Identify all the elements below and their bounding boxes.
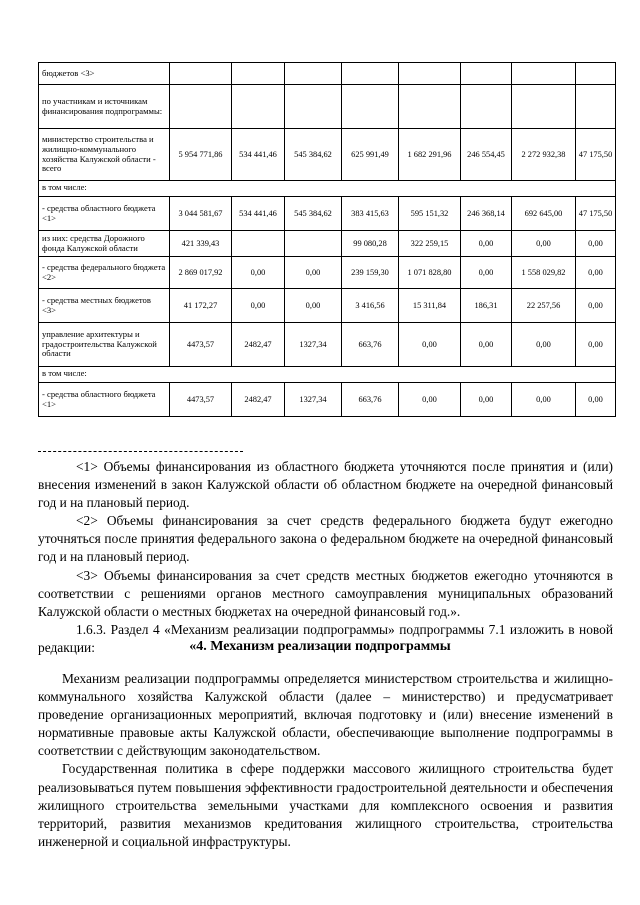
table-cell: 0,00 xyxy=(232,257,285,289)
table-cell: 1 558 029,82 xyxy=(512,257,576,289)
table-cell: 4473,57 xyxy=(170,383,232,417)
table-row xyxy=(39,85,616,129)
table-cell: 239 159,30 xyxy=(342,257,399,289)
table-cell: 663,76 xyxy=(342,383,399,417)
table-cell xyxy=(232,85,285,129)
table-cell: 383 415,63 xyxy=(342,197,399,231)
table-cell xyxy=(342,85,399,129)
table-cell: 0,00 xyxy=(461,323,512,367)
row-label: управление архитектуры и градостроительства Калужской области xyxy=(39,323,170,367)
financing-table-body xyxy=(39,63,616,417)
table-cell: 186,31 xyxy=(461,289,512,323)
table-cell: 41 172,27 xyxy=(170,289,232,323)
table-cell xyxy=(232,231,285,257)
table-cell: 0,00 xyxy=(576,323,616,367)
table-cell: 47 175,50 xyxy=(576,129,616,181)
table-cell: 534 441,46 xyxy=(232,197,285,231)
table-cell: 322 259,15 xyxy=(399,231,461,257)
table-cell: 1327,34 xyxy=(285,383,342,417)
table-row xyxy=(39,231,616,257)
table-cell xyxy=(512,85,576,129)
table-cell: 625 991,49 xyxy=(342,129,399,181)
table-cell: 2482,47 xyxy=(232,383,285,417)
table-cell: 0,00 xyxy=(576,383,616,417)
table-cell: 0,00 xyxy=(576,289,616,323)
table-cell: 246 368,14 xyxy=(461,197,512,231)
row-label: в том числе: xyxy=(39,367,616,383)
footnote-2: <2> Объемы финансирования за счет средств федерального бюджета будут ежегодно уточняться после принятия федерального закона о федеральном бюджете на очередной финансовый год и на плановый период. xyxy=(38,513,613,565)
table-cell: 534 441,46 xyxy=(232,129,285,181)
table-cell: 4473,57 xyxy=(170,323,232,367)
footnote-3: <3> Объемы финансирования за счет средств местных бюджетов ежегодно уточняются в соответствии с решениями органов местного самоуправления муниципальных образований Калужской области о местных бюджетах на очередной финансовый год.». xyxy=(38,567,613,619)
table-cell: 663,76 xyxy=(342,323,399,367)
table-row xyxy=(39,383,616,417)
table-row xyxy=(39,197,616,231)
body-paragraph-1: Механизм реализации подпрограммы определяется министерством строительства и жилищно-коммунального хозяйства Калужской области (далее – министерство) и предусматривает проведение организационных мероприятий, включая подготовку и (или) внесение изменений в нормативные правовые акты Калужской области, обеспечивающие выполнение подпрограммы в соответствии с действующим законодательством. xyxy=(38,671,613,759)
table-cell: 3 416,56 xyxy=(342,289,399,323)
table-cell xyxy=(399,85,461,129)
row-label: - средства областного бюджета <1> xyxy=(39,197,170,231)
section-heading: «4. Механизм реализации подпрограммы xyxy=(189,639,451,654)
section-body xyxy=(38,670,613,851)
table-cell: 0,00 xyxy=(399,323,461,367)
row-label: - средства федерального бюджета <2> xyxy=(39,257,170,289)
table-cell xyxy=(285,231,342,257)
table-cell: 1327,34 xyxy=(285,323,342,367)
table-cell: 692 645,00 xyxy=(512,197,576,231)
table-cell: 3 044 581,67 xyxy=(170,197,232,231)
table-cell: 22 257,56 xyxy=(512,289,576,323)
table-cell: 0,00 xyxy=(232,289,285,323)
table-cell: 0,00 xyxy=(285,257,342,289)
table-row xyxy=(39,323,616,367)
table-cell: 545 384,62 xyxy=(285,129,342,181)
table-cell: 421 339,43 xyxy=(170,231,232,257)
table-cell: 0,00 xyxy=(512,383,576,417)
table-cell xyxy=(232,63,285,85)
table-cell: 0,00 xyxy=(285,289,342,323)
row-label: министерство строительства и жилищно-коммунального хозяйства Калужской области - всего xyxy=(39,129,170,181)
table-cell: 595 151,32 xyxy=(399,197,461,231)
table-cell xyxy=(342,63,399,85)
footnote-separator xyxy=(38,451,243,452)
table-cell: 2 272 932,38 xyxy=(512,129,576,181)
row-label: в том числе: xyxy=(39,181,616,197)
table-cell xyxy=(576,63,616,85)
table-row xyxy=(39,129,616,181)
table-cell: 0,00 xyxy=(512,231,576,257)
table-row xyxy=(39,257,616,289)
table-cell: 5 954 771,86 xyxy=(170,129,232,181)
table-cell: 0,00 xyxy=(461,257,512,289)
table-cell xyxy=(399,63,461,85)
table-cell: 1 682 291,96 xyxy=(399,129,461,181)
row-label: бюджетов <3> xyxy=(39,63,170,85)
row-label: - средства областного бюджета <1> xyxy=(39,383,170,417)
table-cell: 0,00 xyxy=(576,231,616,257)
table-cell: 0,00 xyxy=(461,383,512,417)
table-cell xyxy=(461,63,512,85)
row-label: из них: средства Дорожного фонда Калужской области xyxy=(39,231,170,257)
table-row xyxy=(39,63,616,85)
table-cell xyxy=(576,85,616,129)
row-label: - средства местных бюджетов <3> xyxy=(39,289,170,323)
table-cell: 47 175,50 xyxy=(576,197,616,231)
table-cell: 15 311,84 xyxy=(399,289,461,323)
row-label: по участникам и источникам финансирования подпрограммы: xyxy=(39,85,170,129)
table-cell xyxy=(170,63,232,85)
table-cell xyxy=(285,85,342,129)
table-cell xyxy=(170,85,232,129)
table-cell: 1 071 828,80 xyxy=(399,257,461,289)
table-cell: 0,00 xyxy=(461,231,512,257)
table-cell: 545 384,62 xyxy=(285,197,342,231)
body-paragraph-2: Государственная политика в сфере поддержки массового жилищного строительства будет реализовываться путем повышения эффективности градостроительной деятельности и обеспечения жилищного строительства земельными участками для комплексного освоения и развития территорий, развития механизмов кредитования жилищного строительства, строительства инженерной и социальной инфраструктуры. xyxy=(38,761,613,849)
table-cell: 0,00 xyxy=(399,383,461,417)
footnote-1: <1> Объемы финансирования из областного бюджета уточняются после принятия и (или) внесения изменений в закон Калужской области об областном бюджете на очередной финансовый год и на плановый период. xyxy=(38,459,613,511)
table-cell xyxy=(512,63,576,85)
table-cell: 2 869 017,92 xyxy=(170,257,232,289)
table-cell: 99 080,28 xyxy=(342,231,399,257)
table-row xyxy=(39,181,616,197)
amendment-clause: 1.6.3. Раздел 4 «Механизм реализации подпрограммы» подпрограммы 7.1 изложить в новой редакции: xyxy=(38,621,613,655)
table-cell: 246 554,45 xyxy=(461,129,512,181)
footnotes xyxy=(38,458,613,657)
table-cell: 0,00 xyxy=(512,323,576,367)
table-cell: 2482,47 xyxy=(232,323,285,367)
table-cell xyxy=(285,63,342,85)
table-row xyxy=(39,367,616,383)
table-row xyxy=(39,289,616,323)
table-cell: 0,00 xyxy=(576,257,616,289)
financing-table xyxy=(38,62,616,417)
table-cell xyxy=(461,85,512,129)
